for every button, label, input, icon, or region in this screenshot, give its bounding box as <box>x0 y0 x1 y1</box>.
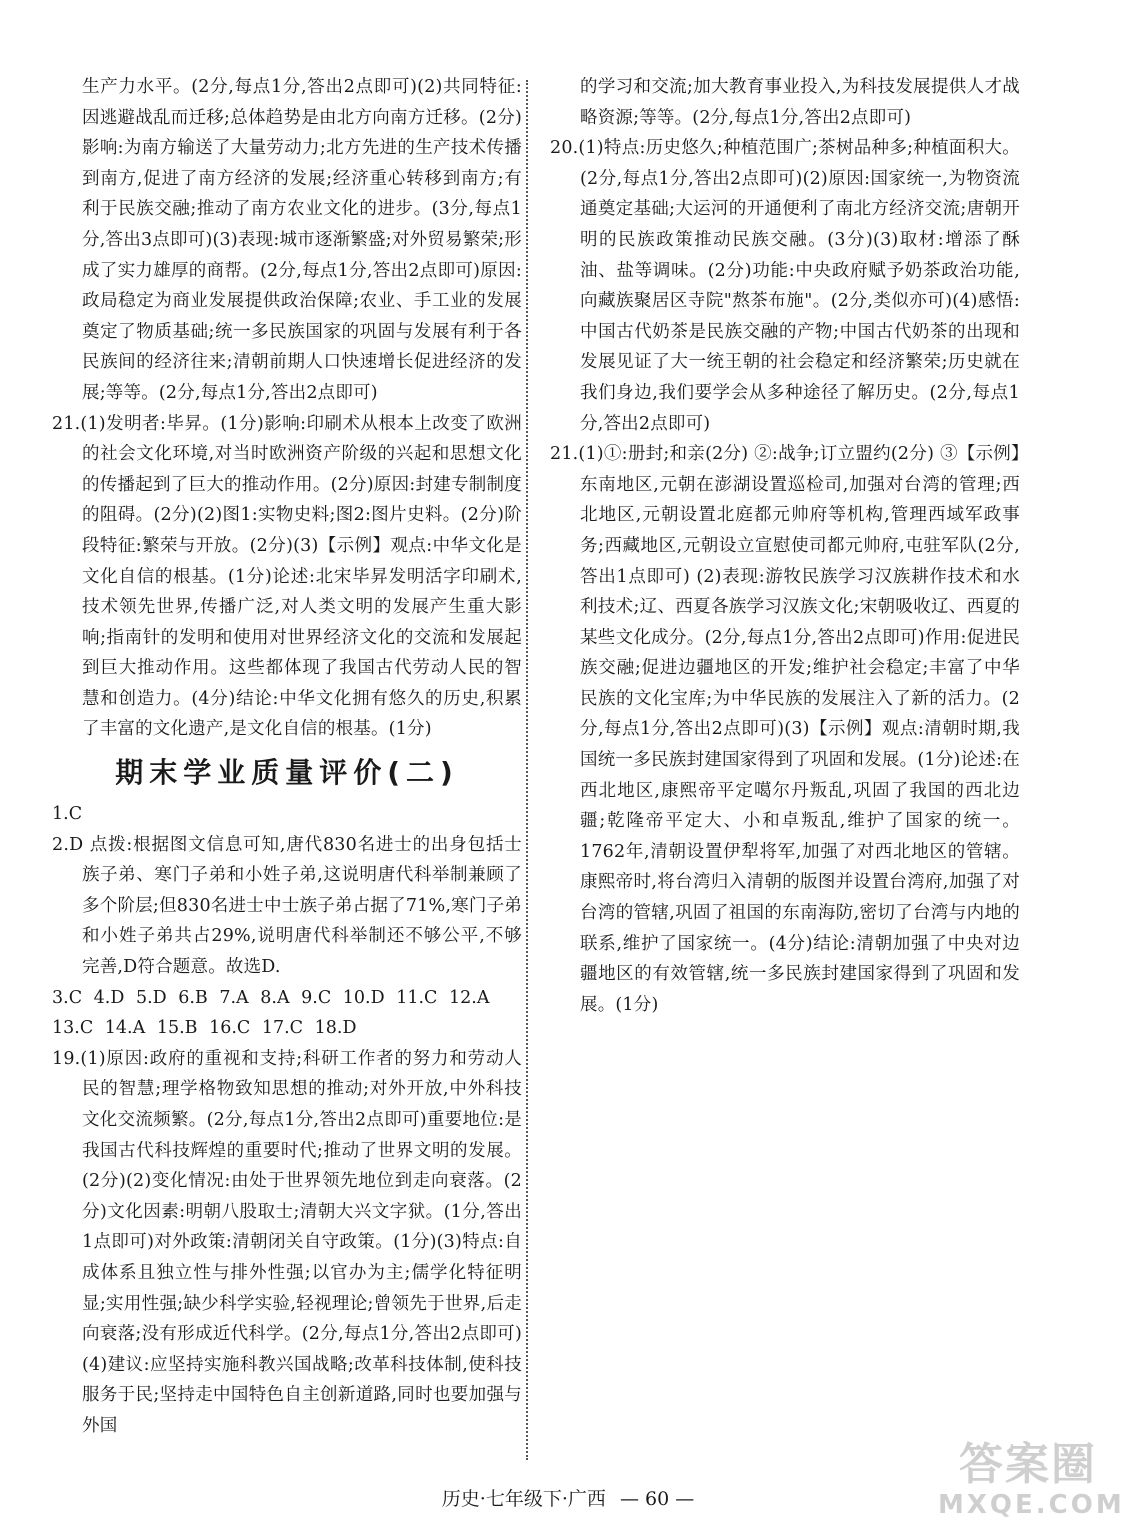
right-column <box>550 72 1020 1020</box>
answer-q21-left: 21.(1)发明者:毕昇。(1分)影响:印刷术从根本上改变了欧洲的社会文化环境,对当时欧洲资产阶级的兴起和思想文化的传播起到了巨大的推动作用。(2分)原因:封建专制制度的阻碍。(2分)(2)图1:实物史料;图2:图片史料。(2分)阶段特征:繁荣与开放。(2分)(3)【示例】观点:中华文化是文化自信的根基。(1分)论述:北宋毕昇发明活字印刷术,技术领先世界,传播广泛,对人类文明的发展产生重大影响;指南针的发明和使用对世界经济文化的交流和发展起到巨大推动作用。这些都体现了我国古代劳动人民的智慧和创造力。(4分)结论:中华文化拥有悠久的历史,积累了丰富的文化遗产,是文化自信的根基。(1分) <box>52 413 522 740</box>
answer-continuation: 生产力水平。(2分,每点1分,答出2点即可)(2)共同特征:因逃避战乱而迁移;总体趋势是由北方向南方迁移。(2分)影响:为南方输送了大量劳动力;北方先进的生产技术传播到南方,促进了南方经济的发展;经济重心转移到南方;有利于民族交融;推动了南方农业文化的进步。(3分,每点1分,答出3点即可)(3)表现:城市逐渐繁盛;对外贸易繁荣;形成了实力雄厚的商帮。(2分,每点1分,答出2点即可)原因:政局稳定为商业发展提供政治保障;农业、手工业的发展奠定了物质基础;统一多民族国家的巩固与发展有利于各民族间的经济往来;清朝前期人口快速增长促进经济的发展;等等。(2分,每点1分,答出2点即可) <box>82 77 522 403</box>
answers-13-18: 13.C 14.A 15.B 16.C 17.C 18.D <box>52 1018 357 1039</box>
answer-q19: 19.(1)原因:政府的重视和支持;科研工作者的努力和劳动人民的智慧;理学格物致知思想的推动;对外开放,中外科技文化交流频繁。(2分,每点1分,答出2点即可)重要地位:是我国古代科技辉煌的重要时代;推动了世界文明的发展。(2分)(2)变化情况:由处于世界领先地位到走向衰落。(2分)文化因素:明朝八股取士;清朝大兴文字狱。(1分,答出1点即可)对外政策:清朝闭关自守政策。(1分)(3)特点:自成体系且独立性与排外性强;以官办为主;儒学化特征明显;实用性强;缺少科学实验,轻视理论;曾领先于世界,后走向衰落;没有形成近代科学。(2分,每点1分,答出2点即可)(4)建议:应坚持实施科教兴国战略;改革科技体制,使科技服务于民;坚持走中国特色自主创新道路,同时也要加强与外国 <box>52 1048 522 1436</box>
page-number: — 60 — <box>619 1488 695 1510</box>
answer-q21-right: 21.(1)①:册封;和亲(2分) ②:战争;订立盟约(2分) ③【示例】东南地区,元朝在澎湖设置巡检司,加强对台湾的管理;西北地区,元朝设置北庭都元帅府等机构,管理西域军政事务;西藏地区,元朝设立宣慰使司都元帅府,屯驻军队(2分,答出1点即可) (2)表现:游牧民族学习汉族耕作技术和水利技术;辽、西夏各族学习汉族文化;宋朝吸收辽、西夏的某些文化成分。(2分,每点1分,答出2点即可)作用:促进民族交融;促进边疆地区的开发;维护社会稳定;丰富了中华民族的文化宝库;为中华民族的发展注入了新的活力。(2分,每点1分,答出2点即可)(3)【示例】观点:清朝时期,我国统一多民族封建国家得到了巩固和发展。(1分)论述:在西北地区,康熙帝平定噶尔丹叛乱,巩固了我国的西北边疆;乾隆帝平定大、小和卓叛乱,维护了国家的统一。1762年,清朝设置伊犁将军,加强了对西北地区的管辖。康熙帝时,将台湾归入清朝的版图并设置台湾府,加强了对台湾的管辖,巩固了祖国的东南海防,密切了台湾与内地的联系,维护了国家统一。(4分)结论:清朝加强了中央对边疆地区的有效管辖,统一多民族封建国家得到了巩固和发展。(1分) <box>550 444 1020 1015</box>
answer-continuation-right: 的学习和交流;加大教育事业投入,为科技发展提供人才战略资源;等等。(2分,每点1分,答出2点即可) <box>580 77 1020 128</box>
answer-1: 1.C <box>52 804 83 825</box>
section-heading: 期末学业质量评价(二) <box>115 756 459 790</box>
footer-subject: 历史·七年级下·广西 <box>441 1488 606 1510</box>
watermark-title: 答案圈 <box>959 1439 1097 1490</box>
answers-3-12: 3.C 4.D 5.D 6.B 7.A 8.A 9.C 10.D 11.C 12.A <box>52 987 490 1008</box>
column-divider <box>526 80 528 1460</box>
watermark-url: MXQE.COM <box>938 1490 1125 1520</box>
watermark-logo <box>938 1439 1125 1528</box>
answer-q20: 20.(1)特点:历史悠久;种植范围广;茶树品种多;种植面积大。(2分,每点1分,答出2点即可)(2)原因:国家统一,为物资流通奠定基础;大运河的开通便利了南北方经济交流;唐朝开明的民族政策推动民族交融。(3分)(3)取材:增添了酥油、盐等调味。(2分)功能:中央政府赋予奶茶政治功能,向藏族聚居区寺院"熬茶布施"。(2分,类似亦可)(4)感悟:中国古代奶茶是民族交融的产物;中国古代奶茶的出现和发展见证了大一统王朝的社会稳定和经济繁荣;历史就在我们身边,我们要学会从多种途径了解历史。(2分,每点1分,答出2点即可) <box>550 138 1020 434</box>
left-column <box>52 72 522 1442</box>
answer-2: 2.D 点拨:根据图文信息可知,唐代830名进士的出身包括士族子弟、寒门子弟和小姓子弟,这说明唐代科举制兼顾了多个阶层;但830名进士中士族子弟占据了71%,寒门子弟和小姓子弟共占29%,说明唐代科举制还不够公平,不够完善,D符合题意。故选D. <box>52 834 522 978</box>
